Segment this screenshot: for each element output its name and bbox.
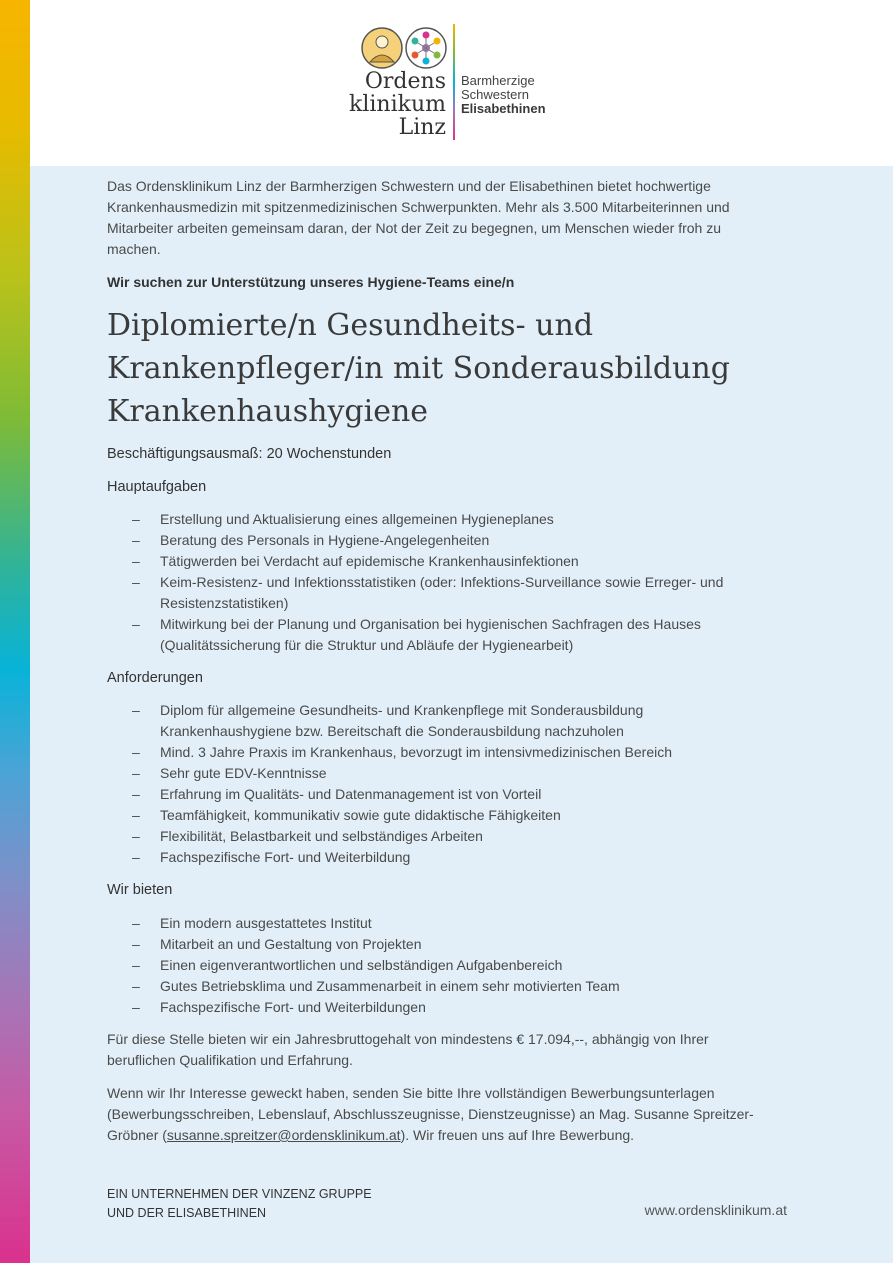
list-item: [107, 997, 767, 1018]
dash-bullet: –: [132, 616, 140, 632]
intro-paragraph: Das Ordensklinikum Linz der Barmherzigen Schwestern und der Elisabethinen bietet hochwertige Krankenhausmedizin mit spitzenmedizinischen Schwerpunkten. Mehr als 3.500 Mitarbeiterinnen und Mitarbeiter arbeiten gemeinsam daran, der Not der Zeit zu begegnen, um Menschen wieder froh zu machen.: [107, 178, 730, 257]
list-item-text: Sehr gute EDV-Kenntnisse: [160, 765, 327, 781]
salary-paragraph: Für diese Stelle bieten wir ein Jahresbruttogehalt von mindestens € 17.094,--, abhängig von Ihrer beruflichen Qualifikation und Erfahrung.: [107, 1031, 709, 1068]
list-item: [107, 572, 767, 614]
dash-bullet: –: [132, 849, 140, 865]
list-item: [107, 530, 767, 551]
logo-subtitle-line: Barmherzige: [461, 73, 535, 88]
lead-text: Wir suchen zur Unterstützung unseres Hygiene-Teams eine/n: [107, 274, 515, 290]
employment-extent: Beschäftigungsausmaß: 20 Wochenstunden: [107, 446, 392, 462]
application-text: Wenn wir Ihr Interesse geweckt haben, senden Sie bitte Ihre vollständigen Bewerbungsunterlagen (Bewerbungsschreiben, Lebenslauf, Abschlusszeugnisse, Dienstzeugnisse) an Mag. Susanne Spreitzer-Gröbner (: [107, 1085, 754, 1143]
logo-emblems-icon: [360, 26, 448, 70]
list-item-text: Erstellung und Aktualisierung eines allgemeinen Hygieneplanes: [160, 511, 554, 527]
dash-bullet: –: [132, 786, 140, 802]
list-item: [107, 847, 767, 868]
list-item: [107, 614, 767, 656]
logo-subtitle-line: Elisabethinen: [461, 101, 546, 116]
list-item: [107, 509, 767, 530]
job-title-line: Krankenpfleger/in mit Sonderausbildung: [107, 351, 730, 386]
list-item: [107, 826, 767, 847]
list-item: [107, 805, 767, 826]
list-item-text: Mitarbeit an und Gestaltung von Projekten: [160, 936, 422, 952]
list-item: [107, 976, 767, 997]
logo-word: Linz: [398, 115, 446, 140]
footer-line: EIN UNTERNEHMEN DER VINZENZ GRUPPE: [107, 1187, 372, 1201]
dash-bullet: –: [132, 999, 140, 1015]
list-item: [107, 742, 767, 763]
section-heading: Hauptaufgaben: [107, 479, 207, 495]
dash-bullet: –: [132, 574, 140, 590]
header: [30, 0, 893, 166]
list-item-text: Diplom für allgemeine Gesundheits- und Krankenpflege mit Sonderausbildung Krankenhaushygiene bzw. Bereitschaft die Sonderausbildung nachzuholen: [160, 702, 644, 739]
logo-divider: [453, 24, 455, 140]
list-item-text: Beratung des Personals in Hygiene-Angelegenheiten: [160, 532, 490, 548]
logo-subtitle-line: Schwestern: [461, 87, 529, 102]
requirements-list: [107, 700, 767, 868]
dash-bullet: –: [132, 765, 140, 781]
list-item: [107, 784, 767, 805]
dash-bullet: –: [132, 807, 140, 823]
dash-bullet: –: [132, 915, 140, 931]
list-item-text: Erfahrung im Qualitäts- und Datenmanagement ist von Vorteil: [160, 786, 542, 802]
list-item: [107, 955, 767, 976]
list-item-text: Teamfähigkeit, kommunikativ sowie gute didaktische Fähigkeiten: [160, 807, 561, 823]
dash-bullet: –: [132, 511, 140, 527]
footer-company: [107, 1185, 372, 1223]
rainbow-side-stripe: [0, 0, 30, 1263]
dash-bullet: –: [132, 744, 140, 760]
dash-bullet: –: [132, 957, 140, 973]
application-paragraph: [107, 1083, 767, 1146]
list-item: [107, 700, 767, 742]
list-item-text: Fachspezifische Fort- und Weiterbildungen: [160, 999, 426, 1015]
dash-bullet: –: [132, 978, 140, 994]
list-item-text: Ein modern ausgestattetes Institut: [160, 915, 372, 931]
dash-bullet: –: [132, 936, 140, 952]
dash-bullet: –: [132, 828, 140, 844]
logo-word: Ordens: [364, 69, 446, 94]
website-link[interactable]: www.ordensklinikum.at: [644, 1202, 787, 1218]
ordensklinikum-logo: [330, 22, 570, 144]
list-item-text: Einen eigenverantwortlichen und selbständigen Aufgabenbereich: [160, 957, 563, 973]
section-heading: Wir bieten: [107, 882, 173, 898]
dash-bullet: –: [132, 553, 140, 569]
job-title-line: Diplomierte/n Gesundheits- und: [107, 308, 594, 343]
job-title: [107, 304, 807, 433]
list-item: [107, 934, 767, 955]
list-item: [107, 913, 767, 934]
list-item-text: Keim-Resistenz- und Infektionsstatistiken (oder: Infektions-Surveillance sowie Erreger- und Resistenzstatistiken): [160, 574, 724, 611]
logo-subtitle: [461, 74, 546, 116]
logo-wordmark: [330, 70, 446, 139]
list-item-text: Mind. 3 Jahre Praxis im Krankenhaus, bevorzugt im intensivmedizinischen Bereich: [160, 744, 673, 760]
dash-bullet: –: [132, 532, 140, 548]
list-item-text: Tätigwerden bei Verdacht auf epidemische Krankenhausinfektionen: [160, 553, 579, 569]
tasks-list: [107, 509, 767, 656]
application-text-end: ). Wir freuen uns auf Ihre Bewerbung.: [400, 1127, 635, 1143]
list-item-text: Gutes Betriebsklima und Zusammenarbeit in einem sehr motivierten Team: [160, 978, 620, 994]
logo-word: klinikum: [349, 92, 446, 117]
job-title-line: Krankenhaushygiene: [107, 394, 429, 429]
offer-list: [107, 913, 767, 1018]
list-item-text: Mitwirkung bei der Planung und Organisation bei hygienischen Sachfragen des Hauses (Qualitätssicherung für die Struktur und Abläufe der Hygienearbeit): [160, 616, 701, 653]
footer-line: UND DER ELISABETHINEN: [107, 1206, 267, 1220]
list-item: [107, 763, 767, 784]
dash-bullet: –: [132, 702, 140, 718]
list-item: [107, 551, 767, 572]
section-heading: Anforderungen: [107, 670, 203, 686]
list-item-text: Flexibilität, Belastbarkeit und selbständiges Arbeiten: [160, 828, 483, 844]
email-link[interactable]: susanne.spreitzer@ordensklinikum.at: [166, 1127, 401, 1143]
list-item-text: Fachspezifische Fort- und Weiterbildung: [160, 849, 411, 865]
